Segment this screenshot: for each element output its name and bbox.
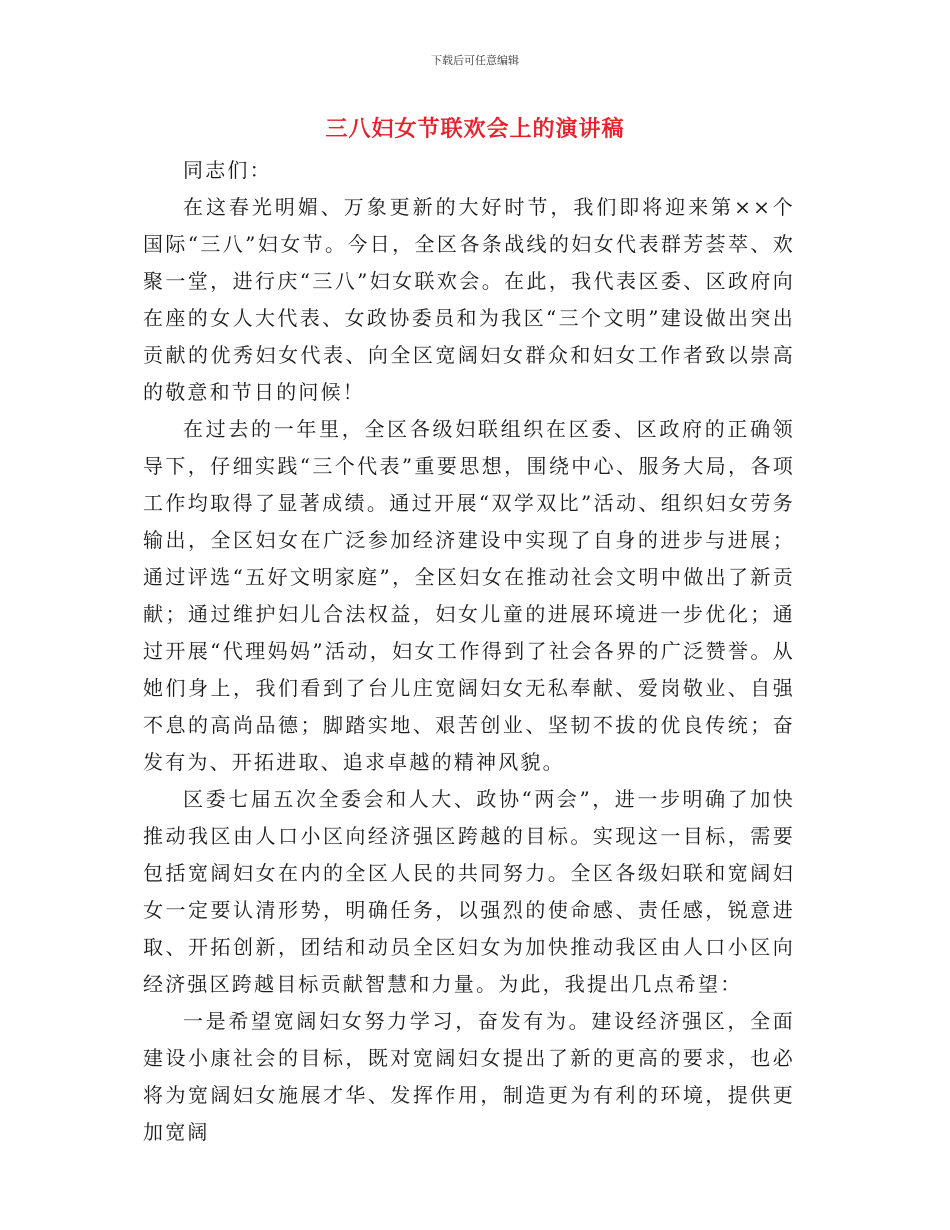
document-body	[143, 152, 795, 1151]
body-paragraph: 在这春光明媚、万象更新的大好时节，我们即将迎来第××个国际“三八”妇女节。今日，全区各条战线的妇女代表群芳荟萃、欢聚一堂，进行庆“三八”妇女联欢会。在此，我代表区委、区政府向在座的女人大代表、女政协委员和为我区“三个文明”建设做出突出贡献的优秀妇女代表、向全区宽阔妇女群众和妇女工作者致以崇高的敬意和节日的问候！	[143, 195, 795, 404]
body-paragraph: 一是希望宽阔妇女努力学习，奋发有为。建设经济强区，全面建设小康社会的目标，既对宽阔妇女提出了新的更高的要求，也必将为宽阔妇女施展才华、发挥作用，制造更为有利的环境，提供更加宽阔	[143, 1009, 795, 1144]
page-header-note: 下载后可任意编辑	[431, 54, 519, 67]
body-paragraph: 在过去的一年里，全区各级妇联组织在区委、区政府的正确领导下，仔细实践“三个代表”重要思想，围绕中心、服务大局，各项工作均取得了显著成绩。通过开展“双学双比”活动、组织妇女劳务输出，全区妇女在广泛参加经济建设中实现了自身的进步与进展；通过评选“五好文明家庭”，全区妇女在推动社会文明中做出了新贡献；通过维护妇儿合法权益，妇女儿童的进展环境进一步优化；通过开展“代理妈妈”活动，妇女工作得到了社会各界的广泛赞誉。从她们身上，我们看到了台儿庄宽阔妇女无私奉献、爱岗敬业、自强不息的高尚品德；脚踏实地、艰苦创业、坚韧不拔的优良传统；奋发有为、开拓进取、追求卓越的精神风貌。	[143, 417, 795, 774]
salutation-paragraph: 同志们：	[183, 158, 272, 182]
body-paragraph: 区委七届五次全委会和人大、政协“两会”，进一步明确了加快推动我区由人口小区向经济强区跨越的目标。实现这一目标，需要包括宽阔妇女在内的全区人民的共同努力。全区各级妇联和宽阔妇女一定要认清形势，明确任务，以强烈的使命感、责任感，锐意进取、开拓创新，团结和动员全区妇女为加快推动我区由人口小区向经济强区跨越目标贡献智慧和力量。为此，我提出几点希望：	[143, 787, 795, 996]
document-title: 三八妇女节联欢会上的演讲稿	[325, 117, 625, 142]
